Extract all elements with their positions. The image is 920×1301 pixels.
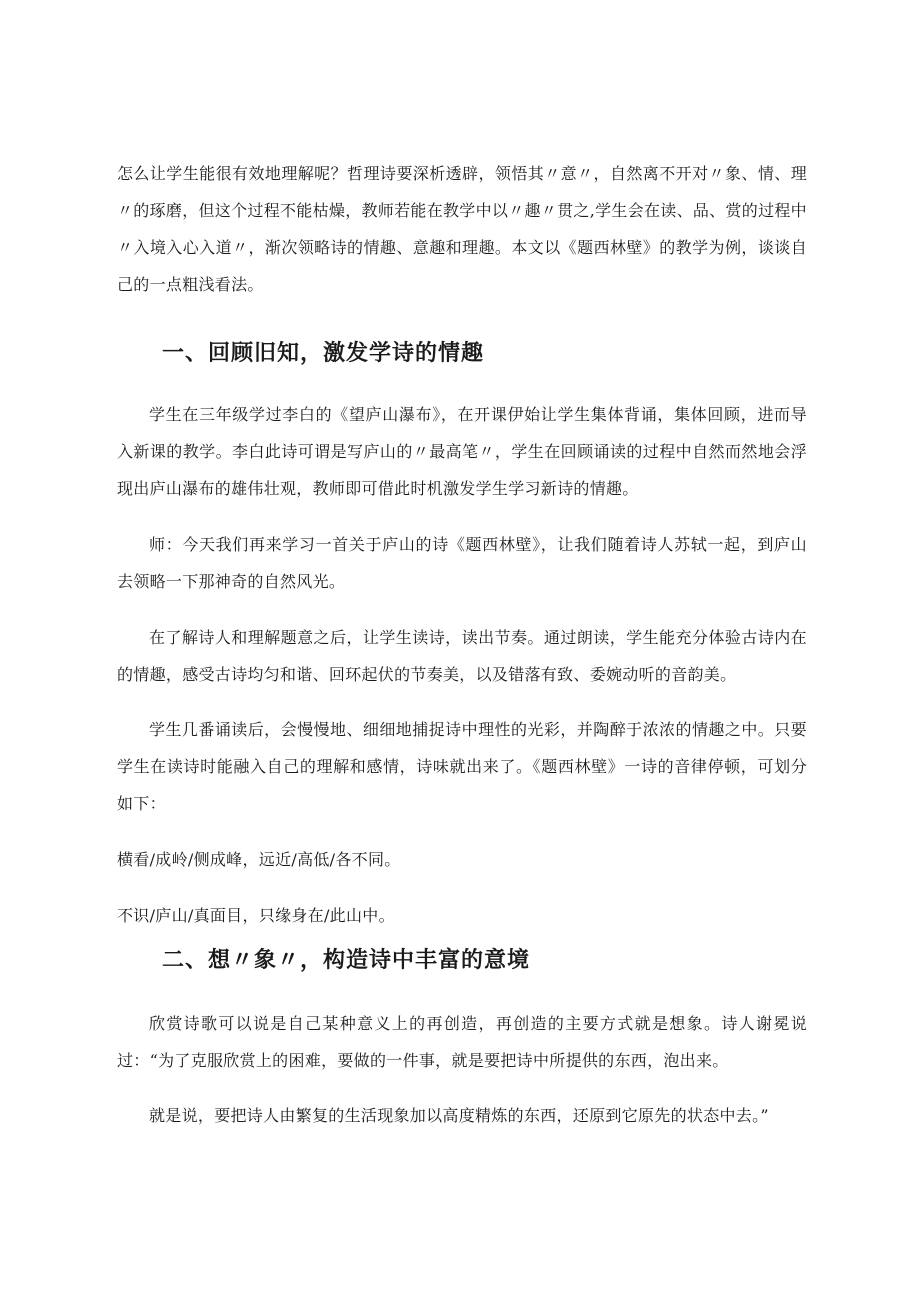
- section-1-paragraph-4: 学生几番诵读后，会慢慢地、细细地捕捉诗中理性的光彩，并陶醉于浓浓的情趣之中。只要学生在读诗时能融入自己的理解和感情，诗味就出来了。《题西林壁》一诗的音律停顿，可划分如下：: [117, 720, 807, 813]
- poem-line-1: 横看/成岭/侧成峰，远近/高低/各不同。: [117, 850, 401, 869]
- section-2-heading: 二、想〃象〃，构造诗中丰富的意境: [162, 947, 531, 973]
- section-1-paragraph-1: 学生在三年级学过李白的《望庐山瀑布》，在开课伊始让学生集体背诵，集体回顾，进而导入新课的教学。李白此诗可谓是写庐山的〃最高笔〃，学生在回顾诵读的过程中自然而然地会浮现出庐山瀑布的雄伟壮观，教师即可借此时机激发学生学习新诗的情趣。: [117, 405, 807, 498]
- section-1-paragraph-2: 师：今天我们再来学习一首关于庐山的诗《题西林壁》，让我们随着诗人苏轼一起，到庐山去领略一下那神奇的自然风光。: [117, 535, 807, 591]
- intro-paragraph: 怎么让学生能很有效地理解呢？哲理诗要深析透辟，领悟其〃意〃，自然离不开对〃象、情、理〃的琢磨，但这个过程不能枯燥，教师若能在教学中以〃趣〃贯之,学生会在读、品、赏的过程中〃入境入心入道〃，渐次领略诗的情趣、意趣和理趣。本文以《题西林壁》的教学为例，谈谈自己的一点粗浅看法。: [117, 164, 807, 294]
- section-1-heading: 一、回顾旧知，激发学诗的情趣: [162, 340, 485, 366]
- section-1-paragraph-3: 在了解诗人和理解题意之后，让学生读诗，读出节奏。通过朗读，学生能充分体验古诗内在的情趣，感受古诗均匀和谐、回环起伏的节奏美，以及错落有致、委婉动听的音韵美。: [117, 628, 807, 684]
- poem-line-2: 不识/庐山/真面目，只缘身在/此山中。: [117, 906, 395, 925]
- section-2-paragraph-2: 就是说，要把诗人由繁复的生活现象加以高度精炼的东西，还原到它原先的状态中去。”: [149, 1106, 769, 1125]
- section-2-paragraph-1: 欣赏诗歌可以说是自己某种意义上的再创造，再创造的主要方式就是想象。诗人谢冕说过：“为了克服欣赏上的困难，要做的一件事，就是要把诗中所提供的东西，泡出来。: [117, 1014, 807, 1070]
